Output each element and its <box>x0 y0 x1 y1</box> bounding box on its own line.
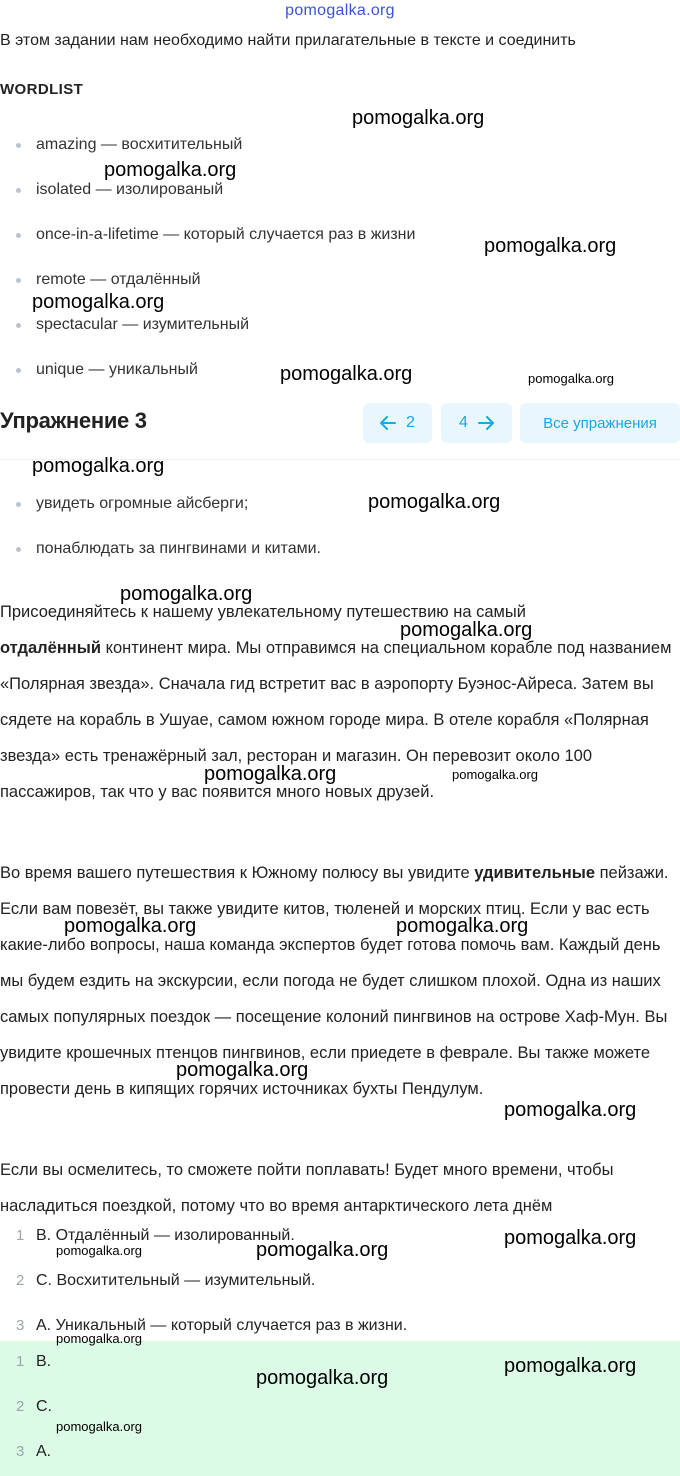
watermark-text: pomogalka.org <box>176 1059 309 1081</box>
watermark-text: pomogalka.org <box>352 107 485 129</box>
watermark-text: pomogalka.org <box>32 291 165 313</box>
watermark-text: pomogalka.org <box>56 1419 142 1434</box>
watermark-text: pomogalka.org <box>56 1243 142 1258</box>
bullet-icon <box>16 547 21 552</box>
watermark-text: pomogalka.org <box>256 1367 389 1389</box>
watermark-text: pomogalka.org <box>204 763 337 785</box>
watermark-text: pomogalka.org <box>256 1239 389 1261</box>
answers-list <box>16 1351 52 1476</box>
next-exercise-label: 4 <box>459 414 468 431</box>
list-item: amazing — восхитительный <box>16 135 415 180</box>
intro-text: В этом задании нам необходимо найти прилагательные в тексте и соединить <box>0 32 576 49</box>
bullet-icon <box>16 188 21 193</box>
list-item: once-in-a-lifetime — который случается раз в жизни <box>16 225 415 270</box>
prev-exercise-label: 2 <box>406 414 415 431</box>
arrow-left-icon <box>380 416 396 430</box>
watermark-text: pomogalka.org <box>400 619 533 641</box>
highlight-word: отдалённый <box>0 639 102 657</box>
all-exercises-button[interactable]: Все упражнения <box>520 403 680 443</box>
watermark-text: pomogalka.org <box>528 371 614 386</box>
list-item: unique — уникальный <box>16 360 415 405</box>
exercise-title: Упражнение 3 <box>0 408 147 433</box>
watermark-text: pomogalka.org <box>504 1355 637 1377</box>
next-exercise-button[interactable] <box>441 403 512 443</box>
list-item: 2 C. Восхитительный — изумительный. <box>16 1270 407 1315</box>
bullet-icon <box>16 278 21 283</box>
list-item: remote — отдалённый <box>16 270 415 315</box>
list-item: isolated — изолированый <box>16 180 415 225</box>
list-item: понаблюдать за пингвинами и китами. <box>16 539 321 584</box>
activities-list <box>16 494 321 584</box>
watermark-text: pomogalka.org <box>452 767 538 782</box>
watermark-text: pomogalka.org <box>504 1099 637 1121</box>
item-number: 1 <box>16 1353 25 1370</box>
watermark-text: pomogalka.org <box>32 455 165 477</box>
item-number: 1 <box>16 1227 25 1244</box>
watermark-text: pomogalka.org <box>56 1331 142 1346</box>
watermark-text: pomogalka.org <box>120 583 253 605</box>
prev-exercise-button[interactable] <box>363 403 432 443</box>
bullet-icon <box>16 323 21 328</box>
item-number: 2 <box>16 1398 25 1415</box>
bullet-icon <box>16 233 21 238</box>
bullet-icon <box>16 368 21 373</box>
list-item: 3 A. <box>16 1441 52 1476</box>
watermark-text: pomogalka.org <box>368 491 501 513</box>
bullet-icon <box>16 143 21 148</box>
item-number: 2 <box>16 1272 25 1289</box>
wordlist-title: WORDLIST <box>0 81 84 98</box>
highlight-word: удивительные <box>474 864 596 882</box>
item-number: 3 <box>16 1443 25 1460</box>
watermark-text: pomogalka.org <box>64 915 197 937</box>
text-paragraph-1: Присоединяйтесь к нашему увлекательному путешествию на самый отдалённый континент мира. Мы отправимся на специальном корабле под названием «Полярная звезда». Сначала гид встретит вас в аэропорту Буэнос-Айреса. Затем вы сядете на корабль в Ушуае, самом южном городе мира. В отеле корабля «Полярная звезда» есть тренажёрный зал, ресторан и магазин. Он перевозит около 100 пассажиров, так что у вас появится много новых друзей. <box>0 603 672 801</box>
list-item: увидеть огромные айсберги; <box>16 494 321 539</box>
item-number: 3 <box>16 1317 25 1334</box>
site-logo[interactable]: pomogalka.org <box>285 2 395 19</box>
watermark-text: pomogalka.org <box>104 159 237 181</box>
exercise-nav-bar <box>0 396 680 460</box>
text-paragraph-2: Во время вашего путешествия к Южному полюсу вы увидите удивительные пейзажи. Если вам повезёт, вы также увидите китов, тюленей и морских птиц. Если у вас есть какие-либо вопросы, наша команда экспертов будет готова помочь вам. Каждый день мы будем ездить на экскурсии, если погода не будет слишком плохой. Одна из наших самых популярных поездок — посещение колоний пингвинов на острове Хаф-Мун. Вы увидите крошечных птенцов пингвинов, если приедете в феврале. Вы также можете провести день в кипящих горячих источниках бухты Пендулум. <box>0 864 669 1098</box>
arrow-right-icon <box>478 416 494 430</box>
list-item: 1 B. Отдалённый — изолированный. <box>16 1225 407 1270</box>
list-item: 3 A. Уникальный — который случается раз в жизни. <box>16 1315 407 1360</box>
bullet-icon <box>16 502 21 507</box>
list-item: 2 C. <box>16 1396 52 1441</box>
text-paragraph-3: Если вы осмелитесь, то сможете пойти поплавать! Будет много времени, чтобы насладиться поездкой, потому что во время антарктического лета днём <box>0 1161 614 1215</box>
watermark-text: pomogalka.org <box>396 915 529 937</box>
watermark-text: pomogalka.org <box>484 235 617 257</box>
watermark-text: pomogalka.org <box>504 1227 637 1249</box>
list-item: spectacular — изумительный <box>16 315 415 360</box>
list-item: 1 B. <box>16 1351 52 1396</box>
watermark-text: pomogalka.org <box>280 363 413 385</box>
